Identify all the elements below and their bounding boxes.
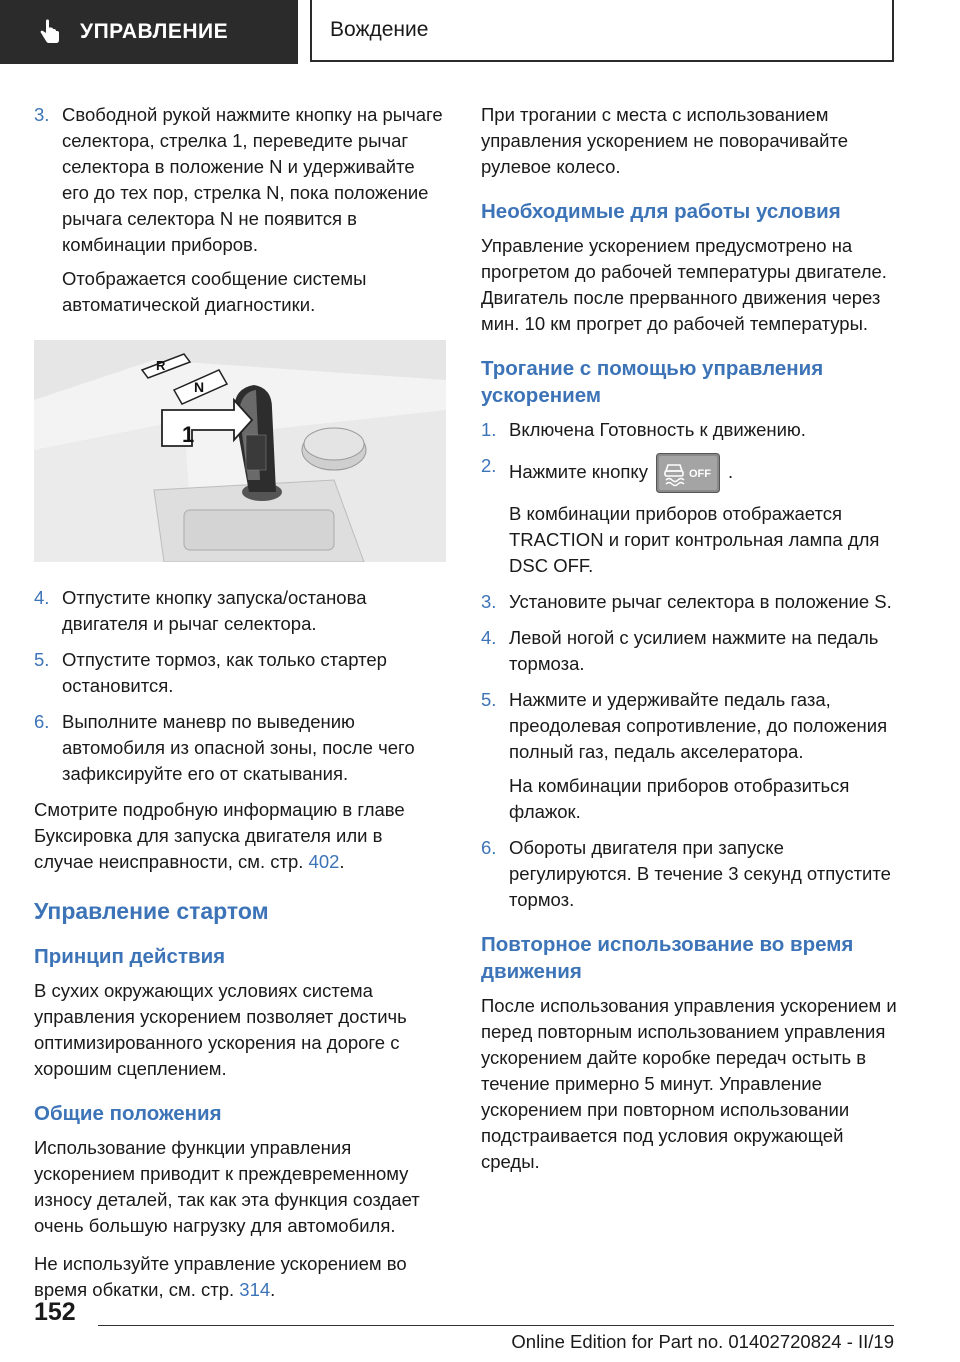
step-3 bbox=[34, 102, 446, 318]
step-6 bbox=[34, 709, 446, 787]
heading-conditions: Необходимые для работы условия bbox=[481, 200, 841, 223]
step-4 bbox=[34, 585, 446, 637]
step-text: Установите рычаг селектора в положение S. bbox=[509, 591, 892, 612]
page-number: 152 bbox=[34, 1298, 76, 1326]
step-4-right bbox=[481, 625, 901, 677]
dsc-off-button-icon bbox=[656, 453, 720, 493]
step-text: Нажмите и удерживайте педаль газа, преодолевая сопротивление, до положения полный газ, педаль акселератора. bbox=[509, 689, 888, 762]
general-text: Использование функции управления ускорением приводит к преждевременному износу деталей, так как эта функция создает очень большую нагрузку для автомобиля. bbox=[34, 1137, 420, 1236]
repeat-text: После использования управления ускорением и перед повторным использованием управления ускорением дайте коробке передач остыть в течение примерно 5 минут. Управление ускорением при повторном использовании подстраивается под условия окружающей среды. bbox=[481, 995, 897, 1172]
page-link-402[interactable]: 402 bbox=[308, 851, 340, 872]
icon-off-label: OFF bbox=[688, 468, 711, 480]
step-number: 4. bbox=[34, 587, 50, 608]
hand-pointer-icon bbox=[36, 18, 64, 46]
step-6-right bbox=[481, 835, 901, 913]
heading-launch-control: Управление стартом bbox=[34, 898, 269, 924]
step-number: 1. bbox=[481, 419, 497, 440]
breakin-paragraph: Не используйте управление ускорением во время обкатки, см. стр. 314. bbox=[34, 1253, 407, 1300]
step-text: Обороты двигателя при запуске регулируются. В течение 3 секунд отпустите тормоз. bbox=[509, 837, 891, 910]
step-number: 5. bbox=[34, 649, 50, 670]
step-text: Отпустите кнопку запуска/останова двигателя и рычаг селектора. bbox=[62, 587, 367, 634]
principle-text: В сухих окружающих условиях система управления ускорением позволяет достичь оптимизированного ускорения на дороге с хорошим сцеплением. bbox=[34, 980, 407, 1079]
step-number: 6. bbox=[34, 711, 50, 732]
step-3-right bbox=[481, 589, 901, 615]
step-5-right bbox=[481, 687, 901, 825]
heading-repeat: Повторное использование во время движения bbox=[481, 933, 854, 983]
step-text: Отпустите тормоз, как только стартер остановится. bbox=[62, 649, 387, 696]
edition-info: Online Edition for Part no. 01402720824 - II/19 bbox=[511, 1331, 894, 1352]
step-2 bbox=[481, 453, 901, 579]
step-number: 2. bbox=[481, 455, 497, 476]
chapter-tab bbox=[0, 0, 298, 64]
step-text: Нажмите кнопку OFF . bbox=[509, 453, 901, 493]
step-note: На комбинации приборов отобразиться флажок. bbox=[509, 775, 850, 822]
step-1 bbox=[481, 417, 901, 443]
heading-general: Общие положения bbox=[34, 1102, 222, 1125]
step-text: Выполните маневр по выведению автомобиля из опасной зоны, после чего зафиксируйте его от скатывания. bbox=[62, 711, 415, 784]
figure-label-r: R bbox=[156, 358, 166, 373]
step-number: 4. bbox=[481, 627, 497, 648]
left-column bbox=[34, 102, 446, 1315]
chapter-title: УПРАВЛЕНИЕ bbox=[80, 20, 229, 43]
step-text: Включена Готовность к движению. bbox=[509, 419, 806, 440]
figure-label-1: 1 bbox=[182, 422, 195, 447]
page-link-314[interactable]: 314 bbox=[239, 1279, 271, 1300]
see-more-paragraph: Смотрите подробную информацию в главе Буксировка для запуска двигателя или в случае неисправности, см. стр. 402. bbox=[34, 799, 405, 872]
section-title: Вождение bbox=[310, 0, 894, 62]
heading-principle: Принцип действия bbox=[34, 945, 226, 968]
step-text: Левой ногой с усилием нажмите на педаль тормоза. bbox=[509, 627, 879, 674]
step-number: 3. bbox=[481, 591, 497, 612]
step-text: Свободной рукой нажмите кнопку на рычаге селектора, стрелка 1, переведите рычаг селектора в положение N и удерживайте его до тех пор, стрелка N, пока положение рычага селектора N не появится в комбинации приборов. bbox=[62, 104, 443, 255]
intro-text: При трогании с места с использованием управления ускорением не поворачивайте рулевое колесо. bbox=[481, 104, 849, 177]
step-number: 6. bbox=[481, 837, 497, 858]
step-number: 3. bbox=[34, 104, 50, 125]
step-note: Отображается сообщение системы автоматической диагностики. bbox=[62, 268, 367, 315]
figure-label-n: N bbox=[194, 379, 205, 395]
heading-start: Трогание с помощью управления ускорением bbox=[481, 357, 824, 407]
gear-selector-illustration bbox=[34, 340, 446, 562]
step-number: 5. bbox=[481, 689, 497, 710]
right-column bbox=[481, 102, 901, 1187]
step-note: В комбинации приборов отображается TRACTION и горит контрольная лампа для DSC OFF. bbox=[509, 503, 880, 576]
footer-divider bbox=[98, 1325, 894, 1326]
step-5 bbox=[34, 647, 446, 699]
conditions-text: Управление ускорением предусмотрено на прогретом до рабочей температуры двигателе. Двигатель после прерванного движения через мин. 10 км прогрет до рабочей температуры. bbox=[481, 235, 887, 334]
